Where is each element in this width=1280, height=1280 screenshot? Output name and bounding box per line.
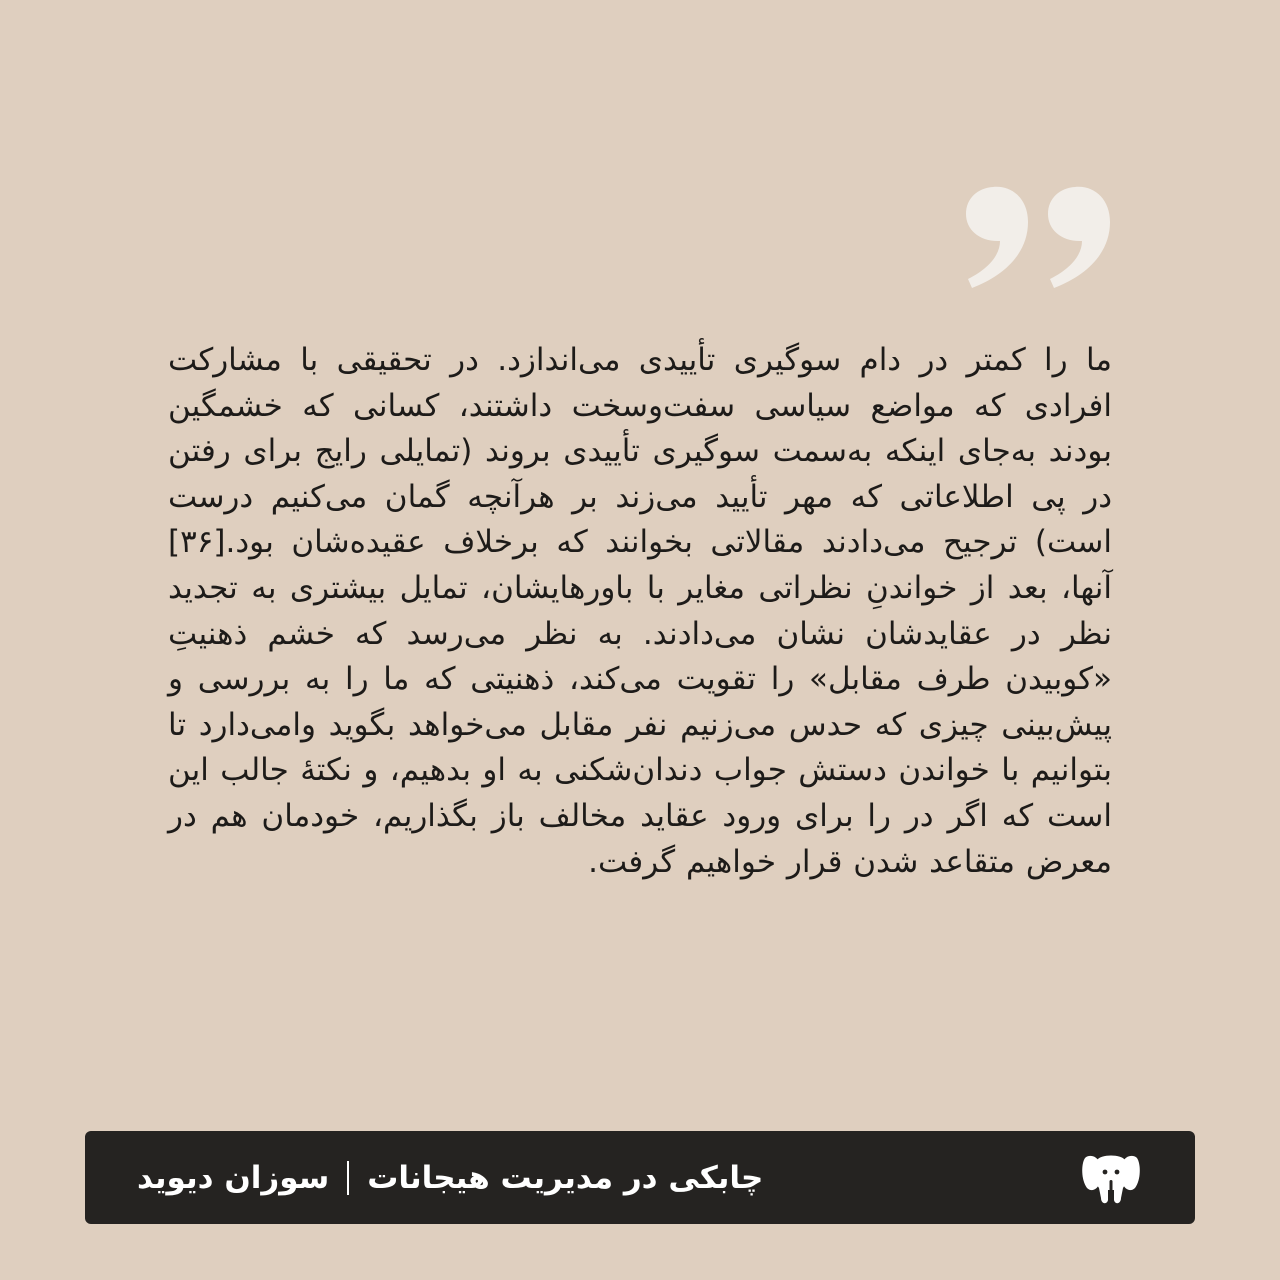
author-name: سوزان دیوید [137,1159,330,1196]
book-title: چابکی در مدیریت هیجانات [367,1159,764,1196]
separator [347,1161,349,1195]
quote-text: ما را کمتر در دام سوگیری تأییدی می‌اندازد. در تحقیقی با مشارکت افرادی که مواضع سیاسی سفت‌وسخت داشتند، کسانی که خشمگین بودند به‌جای اینکه به‌سمت سوگیری تأییدی بروند (تمایلی رایج برای رفتن در پی اطلاعاتی که مهر تأیید می‌زند بر هرآنچه گمان می‌کنیم درست است) ترجیح می‌دادند مقالاتی بخوانند که برخلاف عقیده‌شان بود.[۳۶] آنها، بعد از خواندنِ نظراتی مغایر با باورهایشان، تمایل بیشتری به تجدید نظر در عقایدشان نشان می‌دادند. به نظر می‌رسد که خشم ذهنیتِ «کوبیدن طرف مقابل» را تقویت می‌کند، ذهنیتی که ما را به بررسی و پیش‌بینی چیزی که حدس می‌زنیم نفر مقابل می‌خواهد بگوید وامی‌دارد تا بتوانیم با خواندن دستش جواب دندان‌شکنی به او بدهیم، و نکتهٔ جالب این است که اگر در را برای ورود عقاید مخالف باز بگذاریم، خودمان هم در معرض متقاعد شدن قرار خواهیم گرفت. [168,342,1112,880]
closing-quote-icon [960,182,1116,294]
book-credit [137,1131,763,1224]
elephant-icon [1079,1150,1143,1206]
footer-bar [85,1131,1195,1224]
